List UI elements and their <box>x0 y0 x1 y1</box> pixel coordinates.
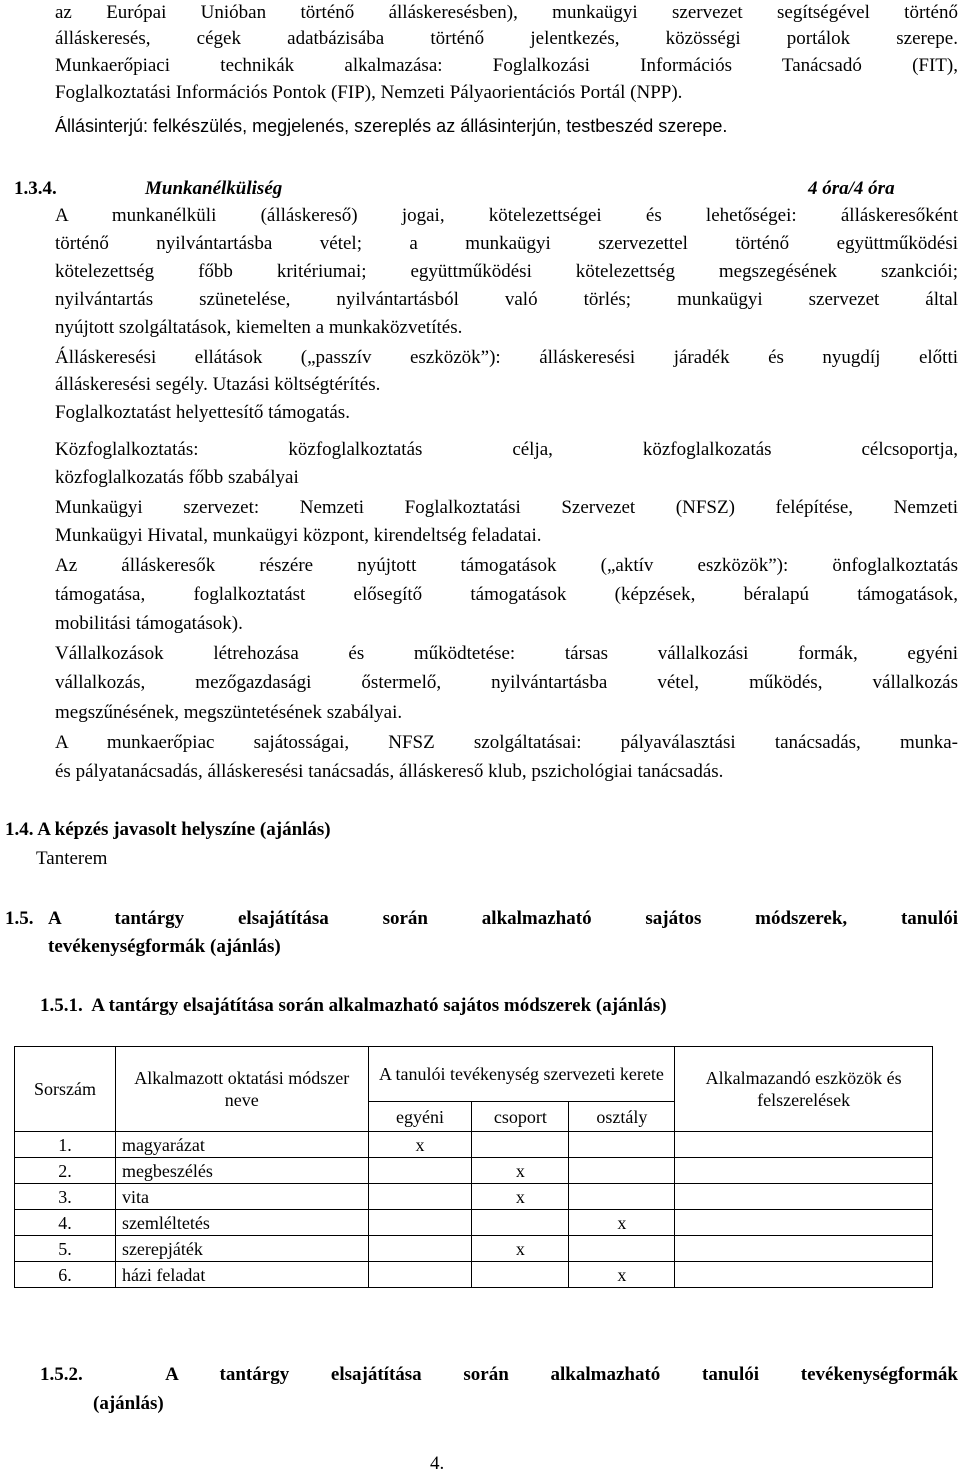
row-tools <box>675 1236 933 1262</box>
row-egyeni: x <box>368 1132 472 1158</box>
row-method: magyarázat <box>115 1132 368 1158</box>
row-csoport: x <box>472 1158 569 1184</box>
section-1-4-heading: 1.4. A képzés javasolt helyszíne (ajánlás) <box>5 819 331 840</box>
row-num: 4. <box>15 1210 116 1236</box>
row-csoport <box>472 1262 569 1288</box>
row-tools <box>675 1158 933 1184</box>
methods-table <box>14 1046 933 1288</box>
row-num: 2. <box>15 1158 116 1184</box>
row-osztaly <box>569 1132 675 1158</box>
header-org-frame: A tanulói tevékenység szervezeti kerete <box>368 1047 675 1102</box>
table-row <box>15 1158 933 1184</box>
row-method: vita <box>115 1184 368 1210</box>
intro-line-4: Foglalkoztatási Információs Pontok (FIP), Nemzeti Pályaorientációs Portál (NPP). <box>55 82 683 103</box>
header-sorszam: Sorszám <box>15 1047 116 1132</box>
para2-line1: Álláskeresési ellátások („passzív eszközök”): álláskeresési járadék és nyugdíj előtti <box>55 347 958 368</box>
row-num: 5. <box>15 1236 116 1262</box>
header-method-name: Alkalmazott oktatási módszer neve <box>115 1047 368 1132</box>
para3-line1: Foglalkoztatást helyettesítő támogatás. <box>55 402 350 423</box>
intro-line-3: Munkaerőpiaci technikák alkalmazása: Foglalkozási Információs Tanácsadó (FIT), <box>55 55 958 76</box>
row-num: 1. <box>15 1132 116 1158</box>
row-egyeni <box>368 1158 472 1184</box>
row-method: házi feladat <box>115 1262 368 1288</box>
section-1-5-1-heading: 1.5.1. A tantárgy elsajátítása során alkalmazható sajátos módszerek (ajánlás) <box>40 995 667 1016</box>
row-csoport: x <box>472 1184 569 1210</box>
row-egyeni <box>368 1236 472 1262</box>
para2-line2: álláskeresési segély. Utazási költségtérítés. <box>55 374 381 395</box>
row-osztaly <box>569 1184 675 1210</box>
para7-line3: megszűnésének, megszüntetésének szabályai. <box>55 702 403 723</box>
para6-line1: Az álláskeresők részére nyújtott támogatások („aktív eszközök”): önfoglalkoztatás <box>55 555 958 576</box>
table-row <box>15 1236 933 1262</box>
para6-line2: támogatása, foglalkoztatást elősegítő támogatások (képzések, béralapú támogatások, <box>55 584 958 605</box>
intro-line-2: álláskeresés, cégek adatbázisába történő jelentkezés, közösségi portálok szerepe. <box>55 28 958 49</box>
section-1-4-value: Tanterem <box>36 848 108 869</box>
row-osztaly: x <box>569 1262 675 1288</box>
row-csoport <box>472 1210 569 1236</box>
para6-line3: mobilitási támogatások). <box>55 613 243 634</box>
para7-line2: vállalkozás, mezőgazdasági őstermelő, nyilvántartásba vétel, működés, vállalkozás <box>55 672 958 693</box>
table-row <box>15 1262 933 1288</box>
row-method: szerepjáték <box>115 1236 368 1262</box>
table-row <box>15 1132 933 1158</box>
table-row <box>15 1184 933 1210</box>
table-header-row <box>15 1047 933 1102</box>
row-csoport <box>472 1132 569 1158</box>
intro-line-1: az Európai Unióban történő álláskeresésben), munkaügyi szervezet segítségével történő <box>55 2 958 23</box>
para4-line1: Közfoglalkoztatás: közfoglalkoztatás célja, közfoglalkozatás célcsoportja, <box>55 439 958 460</box>
row-num: 6. <box>15 1262 116 1288</box>
para8-line2: és pályatanácsadás, álláskeresési tanácsadás, álláskereső klub, pszichológiai tanácsadás. <box>55 761 724 782</box>
para1-line3: kötelezettség főbb kritériumai; együttműködési kötelezettség megszegésének szankciói; <box>55 261 958 282</box>
row-tools <box>675 1132 933 1158</box>
section-1-5-heading-line2: tevékenységformák (ajánlás) <box>48 936 281 957</box>
row-tools <box>675 1184 933 1210</box>
section-1-5-number: 1.5. <box>5 908 34 929</box>
header-csoport: csoport <box>472 1102 569 1132</box>
header-egyeni: egyéni <box>368 1102 472 1132</box>
row-egyeni <box>368 1184 472 1210</box>
row-tools <box>675 1262 933 1288</box>
header-tools: Alkalmazandó eszközök és felszerelések <box>675 1047 933 1132</box>
section-1-5-heading-line1: A tantárgy elsajátítása során alkalmazható sajátos módszerek, tanulói <box>48 908 958 929</box>
section-number: 1.3.4. <box>14 178 57 199</box>
section-1-5-2-heading-line1: 1.5.2. A tantárgy elsajátítása során alkalmazható tanulói tevékenységformák <box>40 1364 958 1385</box>
para1-line2: történő nyilvántartásba vétel; a munkaügyi szervezettel történő együttműködési <box>55 233 958 254</box>
intro-line-5: Állásinterjú: felkészülés, megjelenés, szereplés az állásinterjún, testbeszéd szerepe. <box>55 116 728 136</box>
section-title: Munkanélküliség <box>145 178 283 199</box>
row-osztaly <box>569 1236 675 1262</box>
row-osztaly <box>569 1158 675 1184</box>
row-method: megbeszélés <box>115 1158 368 1184</box>
para7-line1: Vállalkozások létrehozása és működtetése: társas vállalkozási formák, egyéni <box>55 643 958 664</box>
para5-line1: Munkaügyi szervezet: Nemzeti Foglalkoztatási Szervezet (NFSZ) felépítése, Nemzeti <box>55 497 958 518</box>
section-1-5-2-heading-line2: (ajánlás) <box>93 1393 164 1414</box>
para5-line2: Munkaügyi Hivatal, munkaügyi központ, kirendeltség feladatai. <box>55 525 542 546</box>
para8-line1: A munkaerőpiac sajátosságai, NFSZ szolgáltatásai: pályaválasztási tanácsadás, munka- <box>55 732 958 753</box>
row-egyeni <box>368 1210 472 1236</box>
para1-line5: nyújtott szolgáltatások, kiemelten a munkaközvetítés. <box>55 317 463 338</box>
header-osztaly: osztály <box>569 1102 675 1132</box>
para1-line1: A munkanélküli (álláskereső) jogai, kötelezettségei és lehetőségei: álláskeresőként <box>55 205 958 226</box>
row-tools <box>675 1210 933 1236</box>
row-num: 3. <box>15 1184 116 1210</box>
para1-line4: nyilvántartás szünetelése, nyilvántartásból való törlés; munkaügyi szervezet által <box>55 289 958 310</box>
row-osztaly: x <box>569 1210 675 1236</box>
row-method: szemléltetés <box>115 1210 368 1236</box>
section-hours: 4 óra/4 óra <box>808 178 895 199</box>
table-row <box>15 1210 933 1236</box>
para4-line2: közfoglalkozatás főbb szabályai <box>55 467 299 488</box>
row-egyeni <box>368 1262 472 1288</box>
page-number: 4. <box>430 1453 445 1474</box>
row-csoport: x <box>472 1236 569 1262</box>
